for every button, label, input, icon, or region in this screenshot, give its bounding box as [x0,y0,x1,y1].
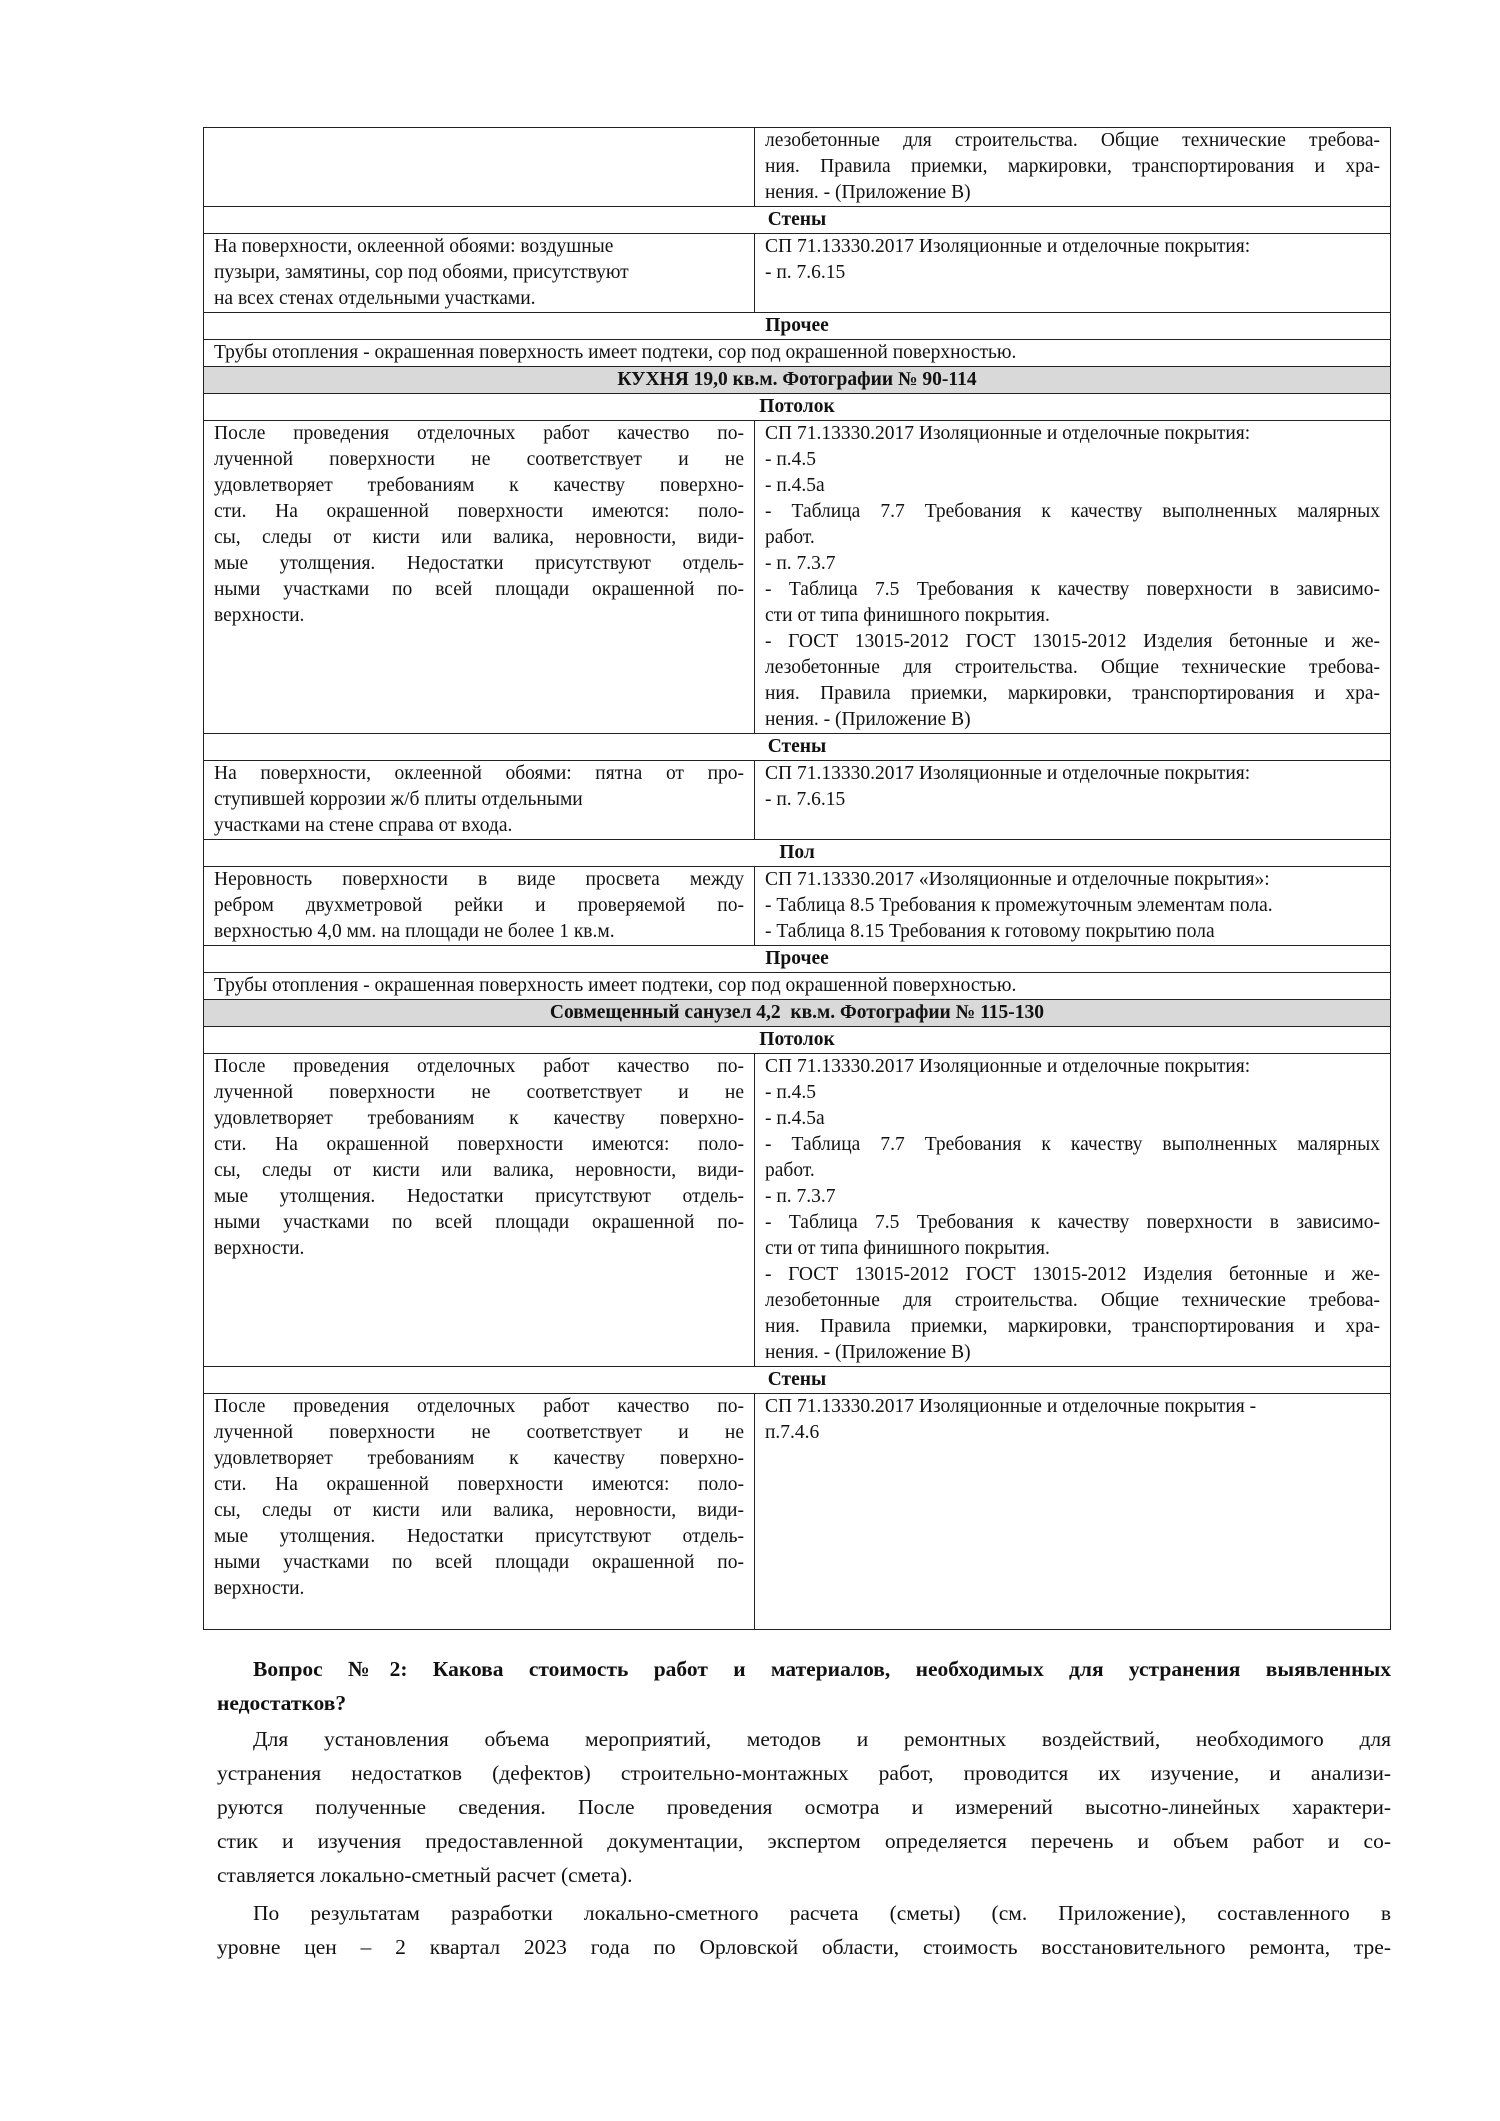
defect-cell [204,1394,755,1630]
table-row [204,1394,1391,1630]
defect-line: удовлетворяет требованиям к качеству поверхно- [214,1448,744,1469]
norm-line: лезобетонные для строительства. Общие технические требова- [765,1290,1380,1311]
table-row [204,1054,1391,1367]
norm-line: - Таблица 8.15 Требования к готовому покрытию пола [765,921,1215,942]
norm-line: - п. 7.3.7 [765,553,836,574]
norm-line: - п.4.5 [765,449,817,470]
norm-line: - Таблица 7.7 Требования к качеству выполненных малярных [765,501,1380,522]
section-header-walls: Стены [204,207,1391,234]
defect-line: Неровность поверхности в виде просвета между [214,869,744,890]
norm-line: СП 71.13330.2017 Изоляционные и отделочные покрытия: [765,236,1251,257]
defect-line: участками на стене справа от входа. [214,815,513,836]
table-row [204,421,1391,734]
norm-line: СП 71.13330.2017 «Изоляционные и отделочные покрытия»: [765,869,1270,890]
table-row [204,867,1391,946]
norm-line: п.7.4.6 [765,1422,820,1443]
paragraph-line: стик и изучения предоставленной документации, экспертом определяется перечень и объем работ и со- [217,1829,1391,1853]
norm-line: - п.4.5 [765,1082,817,1103]
norm-line: сти от типа финишного покрытия. [765,1238,1050,1259]
defect-line: После проведения отделочных работ качество по- [214,423,744,444]
paragraph [217,1722,1391,1892]
defect-line: ными участками по всей площади окрашенной по- [214,1552,744,1573]
paragraph [217,1896,1391,1964]
defect-line: верхности. [214,1578,305,1599]
defect-cell [204,867,755,946]
norm-line: - ГОСТ 13015-2012 ГОСТ 13015-2012 Изделия бетонные и же- [765,631,1380,652]
section-header-row [204,734,1391,761]
norm-line: работ. [765,527,815,548]
norm-line: - п.4.5а [765,475,825,496]
norm-line: лезобетонные для строительства. Общие технические требова- [765,657,1380,678]
defect-cell [204,128,755,207]
section-header-row [204,946,1391,973]
defect-line: верхности. [214,605,305,626]
norm-line: - ГОСТ 13015-2012 ГОСТ 13015-2012 Изделия бетонные и же- [765,1264,1380,1285]
defect-line: верхности. [214,1238,305,1259]
room-header-bathroom: Совмещенный санузел 4,2 кв.м. Фотографии № 115-130 [204,1000,1391,1027]
defect-line: лученной поверхности не соответствует и не [214,1082,744,1103]
norm-line: сти от типа финишного покрытия. [765,605,1050,626]
section-header-walls: Стены [204,1367,1391,1394]
norm-line: нения. - (Приложение В) [765,1342,971,1363]
norm-cell [755,761,1391,840]
norm-cell [755,421,1391,734]
section-header-row [204,840,1391,867]
norm-line: - п. 7.3.7 [765,1186,836,1207]
defect-line: На поверхности, оклеенной обоями: пятна от про- [214,763,744,784]
question-title-cont: недостатков? [217,1691,347,1715]
norm-line: СП 71.13330.2017 Изоляционные и отделочные покрытия: [765,763,1251,784]
norm-line: СП 71.13330.2017 Изоляционные и отделочные покрытия - [765,1396,1257,1417]
norm-line: - п.4.5а [765,1108,825,1129]
defect-line: лученной поверхности не соответствует и не [214,1422,744,1443]
table-row [204,128,1391,207]
defect-line: удовлетворяет требованиям к качеству поверхно- [214,1108,744,1129]
table-row [204,761,1391,840]
other-cell: Трубы отопления - окрашенная поверхность имеет подтеки, сор под окрашенной поверхностью. [204,340,1391,367]
norm-line: лезобетонные для строительства. Общие технические требова- [765,130,1380,151]
paragraph-line: ставляется локально-сметный расчет (смета). [217,1863,633,1887]
defect-line: на всех стенах отдельными участками. [214,288,536,309]
paragraph-line: руются полученные сведения. После проведения осмотра и измерений высотно-линейных характери- [217,1795,1391,1819]
defect-line: сы, следы от кисти или валика, неровности, види- [214,1500,744,1521]
section-header-floor: Пол [204,840,1391,867]
norm-line: СП 71.13330.2017 Изоляционные и отделочные покрытия: [765,423,1251,444]
paragraph-line: уровне цен – 2 квартал 2023 года по Орловской области, стоимость восстановительного ремонта, тре- [217,1935,1391,1959]
norm-line: ния. Правила приемки, маркировки, транспортирования и хра- [765,683,1380,704]
norm-line: работ. [765,1160,815,1181]
defect-line: сти. На окрашенной поверхности имеются: поло- [214,1474,744,1495]
norm-cell [755,867,1391,946]
norm-line: ния. Правила приемки, маркировки, транспортирования и хра- [765,1316,1380,1337]
defect-line: удовлетворяет требованиям к качеству поверхно- [214,475,744,496]
section-header-ceiling: Потолок [204,394,1391,421]
norm-line: - Таблица 8.5 Требования к промежуточным элементам пола. [765,895,1273,916]
defect-line: ными участками по всей площади окрашенной по- [214,579,744,600]
norm-cell [755,1054,1391,1367]
question-title: Вопрос №2: Какова стоимость работ и материалов, необходимых для устранения выявленных [253,1657,1391,1681]
norm-line: нения. - (Приложение В) [765,182,971,203]
table-row [204,234,1391,313]
norm-line: ния. Правила приемки, маркировки, транспортирования и хра- [765,156,1380,177]
norm-line: - п. 7.6.15 [765,789,846,810]
section-header-row [204,207,1391,234]
norm-line: - Таблица 7.5 Требования к качеству поверхности в зависимо- [765,579,1380,600]
section-header-ceiling: Потолок [204,1027,1391,1054]
norm-line: - п. 7.6.15 [765,262,846,283]
norm-cell [755,128,1391,207]
defect-line: сы, следы от кисти или валика, неровности, види- [214,527,744,548]
defect-cell [204,234,755,313]
section-header-row [204,1027,1391,1054]
defect-line: сти. На окрашенной поверхности имеются: поло- [214,501,744,522]
norm-cell [755,234,1391,313]
defect-line: лученной поверхности не соответствует и не [214,449,744,470]
defect-line: пузыри, замятины, сор под обоями, присутствуют [214,262,629,283]
other-cell: Трубы отопления - окрашенная поверхность имеет подтеки, сор под окрашенной поверхностью. [204,973,1391,1000]
question-2-section [217,1652,1391,1964]
defect-line: На поверхности, оклеенной обоями: воздушные [214,236,614,257]
room-header-row [204,1000,1391,1027]
defect-cell [204,1054,755,1367]
defects-table [203,127,1391,1630]
section-header-other: Прочее [204,313,1391,340]
section-header-walls: Стены [204,734,1391,761]
room-header-row [204,367,1391,394]
norm-line: - Таблица 7.7 Требования к качеству выполненных малярных [765,1134,1380,1155]
table-row [204,340,1391,367]
defect-line: После проведения отделочных работ качество по- [214,1396,744,1417]
defect-cell [204,421,755,734]
defect-line: сы, следы от кисти или валика, неровности, види- [214,1160,744,1181]
defect-line: ными участками по всей площади окрашенной по- [214,1212,744,1233]
section-header-other: Прочее [204,946,1391,973]
defect-cell [204,761,755,840]
defect-line: мые утолщения. Недостатки присутствуют отдель- [214,553,744,574]
norm-line: нения. - (Приложение В) [765,709,971,730]
defect-line: сти. На окрашенной поверхности имеются: поло- [214,1134,744,1155]
table-row [204,973,1391,1000]
defect-line: верхностью 4,0 мм. на площади не более 1 кв.м. [214,921,615,942]
norm-line: - Таблица 7.5 Требования к качеству поверхности в зависимо- [765,1212,1380,1233]
norm-line: СП 71.13330.2017 Изоляционные и отделочные покрытия: [765,1056,1251,1077]
norm-cell [755,1394,1391,1630]
section-header-row [204,1367,1391,1394]
defect-line: После проведения отделочных работ качество по- [214,1056,744,1077]
section-header-row [204,313,1391,340]
paragraph-line: устранения недостатков (дефектов) строительно-монтажных работ, проводится их изучение, и анализи- [217,1761,1391,1785]
paragraph-line: Для установления объема мероприятий, методов и ремонтных воздействий, необходимого для [253,1727,1391,1751]
defect-line: ступившей коррозии ж/б плиты отдельными [214,789,583,810]
defect-line: мые утолщения. Недостатки присутствуют отдель- [214,1526,744,1547]
section-header-row [204,394,1391,421]
paragraph-line: По результатам разработки локально-сметного расчета (сметы) (см. Приложение), составленного в [253,1901,1391,1925]
defect-line: ребром двухметровой рейки и проверяемой по- [214,895,744,916]
room-header-kitchen: КУХНЯ 19,0 кв.м. Фотографии № 90-114 [204,367,1391,394]
defect-line: мые утолщения. Недостатки присутствуют отдель- [214,1186,744,1207]
